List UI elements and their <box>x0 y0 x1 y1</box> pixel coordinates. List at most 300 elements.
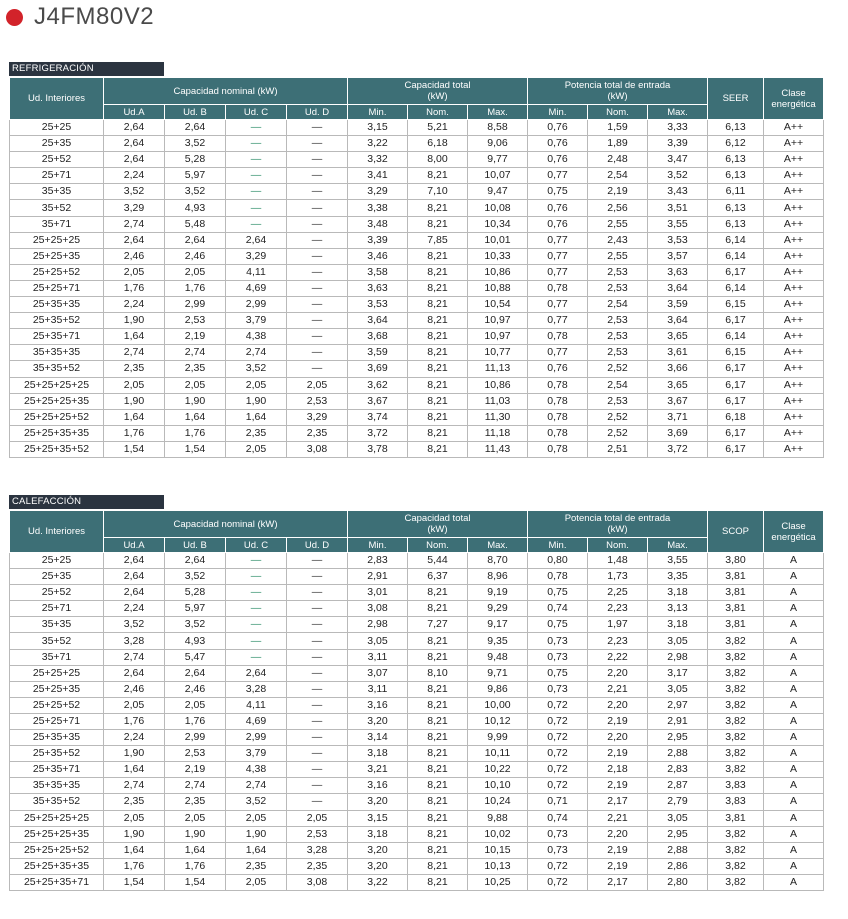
table-cell: 6,17 <box>708 313 764 329</box>
table-cell: 3,35 <box>648 569 708 585</box>
table-cell: — <box>287 746 348 762</box>
table-cell: 2,95 <box>648 730 708 746</box>
table-cell: 3,81 <box>708 569 764 585</box>
table-cell: 25+25+25 <box>10 232 104 248</box>
table-cell: 25+35 <box>10 136 104 152</box>
subheader-cell: Min. <box>528 538 588 553</box>
table-cell: 8,96 <box>468 569 528 585</box>
table-row <box>10 713 824 729</box>
table-cell: 3,82 <box>708 681 764 697</box>
table-cell: 9,17 <box>468 617 528 633</box>
table-cell: 0,76 <box>528 152 588 168</box>
table-cell: 11,43 <box>468 441 528 457</box>
table-cell: 3,52 <box>165 136 226 152</box>
table-cell: — <box>287 248 348 264</box>
table-cell: 9,77 <box>468 152 528 168</box>
table-row <box>10 842 824 858</box>
table-cell: 2,53 <box>287 826 348 842</box>
table-cell: 2,05 <box>226 874 287 890</box>
table-cell: 35+35+35 <box>10 778 104 794</box>
table-cell: 4,11 <box>226 697 287 713</box>
table-cell: 0,78 <box>528 569 588 585</box>
table-cell: 35+52 <box>10 633 104 649</box>
table-cell: 10,88 <box>468 280 528 296</box>
table-cell: 3,66 <box>648 361 708 377</box>
table-cell: 3,83 <box>708 794 764 810</box>
table-cell: — <box>287 585 348 601</box>
table-cell: 3,05 <box>648 681 708 697</box>
table-cell: 25+25+35+35 <box>10 425 104 441</box>
table-cell: 35+35+52 <box>10 361 104 377</box>
red-dot-icon <box>6 9 23 26</box>
table-cell: 25+25+25+25 <box>10 377 104 393</box>
table-cell: 3,43 <box>648 184 708 200</box>
table-cell: 2,18 <box>588 762 648 778</box>
table-cell: 5,21 <box>408 120 468 136</box>
table-cell: 1,76 <box>165 858 226 874</box>
table-cell: 2,48 <box>588 152 648 168</box>
table-cell: 2,55 <box>588 248 648 264</box>
table-cell: 3,82 <box>708 730 764 746</box>
table-cell: 2,74 <box>104 778 165 794</box>
table-cell: 0,73 <box>528 681 588 697</box>
table-cell: 6,17 <box>708 441 764 457</box>
table-cell: 2,98 <box>348 617 408 633</box>
table-cell: 25+25+35+52 <box>10 441 104 457</box>
table-cell: 25+25+35+35 <box>10 858 104 874</box>
table-cell: 3,72 <box>348 425 408 441</box>
table-cell: 8,21 <box>408 280 468 296</box>
section-label: CALEFACCIÓN <box>9 495 164 509</box>
table-cell: 0,75 <box>528 184 588 200</box>
table-cell: 3,29 <box>348 184 408 200</box>
table-cell: 10,25 <box>468 874 528 890</box>
table-cell: 10,22 <box>468 762 528 778</box>
table-cell: — <box>287 297 348 313</box>
table-cell: 2,19 <box>588 842 648 858</box>
table-cell: 8,21 <box>408 393 468 409</box>
table-cell: 6,14 <box>708 329 764 345</box>
table-cell: 8,10 <box>408 665 468 681</box>
table-row <box>10 152 824 168</box>
table-cell: 2,23 <box>588 633 648 649</box>
subheader-cell: Ud. C <box>226 538 287 553</box>
table-cell: 6,13 <box>708 152 764 168</box>
table-cell: 35+35 <box>10 184 104 200</box>
table-cell: 25+35+52 <box>10 313 104 329</box>
table-cell: 0,73 <box>528 649 588 665</box>
table-cell: 2,05 <box>226 377 287 393</box>
table-cell: 25+25+25+52 <box>10 842 104 858</box>
table-cell: — <box>287 762 348 778</box>
table-cell: — <box>226 168 287 184</box>
table-cell: 25+25 <box>10 120 104 136</box>
table-cell: 3,65 <box>648 329 708 345</box>
table-cell: 6,15 <box>708 345 764 361</box>
table-cell: 2,52 <box>588 425 648 441</box>
table-cell: 3,46 <box>348 248 408 264</box>
subheader-row <box>10 538 824 553</box>
table-cell: 1,89 <box>588 136 648 152</box>
table-cell: 2,05 <box>165 377 226 393</box>
table-cell: 2,21 <box>588 810 648 826</box>
table-cell: — <box>287 617 348 633</box>
table-cell: 2,19 <box>588 184 648 200</box>
table-cell: 3,64 <box>348 313 408 329</box>
table-cell: 3,68 <box>348 329 408 345</box>
table-cell: 0,76 <box>528 120 588 136</box>
table-cell: A++ <box>764 280 824 296</box>
table-cell: — <box>287 216 348 232</box>
table-cell: 3,61 <box>648 345 708 361</box>
table-cell: 35+35+52 <box>10 794 104 810</box>
table-row <box>10 826 824 842</box>
table-cell: 2,25 <box>588 585 648 601</box>
table-cell: 3,15 <box>348 120 408 136</box>
table-cell: 3,82 <box>708 649 764 665</box>
table-cell: 2,91 <box>348 569 408 585</box>
table-cell: 25+35+35 <box>10 730 104 746</box>
header-efficiency: SEER <box>708 78 764 120</box>
table-cell: 8,21 <box>408 168 468 184</box>
table-cell: 1,90 <box>226 393 287 409</box>
table-cell: 8,21 <box>408 345 468 361</box>
table-row <box>10 216 824 232</box>
table-cell: 0,75 <box>528 585 588 601</box>
table-cell: 8,21 <box>408 713 468 729</box>
table-cell: 25+35+71 <box>10 762 104 778</box>
table-cell: 3,41 <box>348 168 408 184</box>
table-cell: 10,08 <box>468 200 528 216</box>
header-clase-energetica: Clase energética <box>764 78 824 120</box>
table-row <box>10 184 824 200</box>
table-cell: — <box>287 713 348 729</box>
table-cell: — <box>226 200 287 216</box>
table-cell: 8,21 <box>408 697 468 713</box>
table-cell: A <box>764 665 824 681</box>
table-cell: 2,35 <box>104 361 165 377</box>
table-cell: 8,21 <box>408 585 468 601</box>
table-cell: 6,18 <box>408 136 468 152</box>
table-cell: — <box>287 553 348 569</box>
table-cell: A++ <box>764 313 824 329</box>
table-cell: 2,54 <box>588 297 648 313</box>
table-cell: A <box>764 697 824 713</box>
table-cell: 3,79 <box>226 746 287 762</box>
table-cell: 3,52 <box>104 184 165 200</box>
table-cell: 3,55 <box>648 553 708 569</box>
table-cell: 10,01 <box>468 232 528 248</box>
table-row <box>10 409 824 425</box>
table-cell: — <box>226 633 287 649</box>
subheader-cell: Ud. B <box>165 105 226 120</box>
table-cell: 10,02 <box>468 826 528 842</box>
table-cell: 1,64 <box>104 409 165 425</box>
table-cell: 8,70 <box>468 553 528 569</box>
table-cell: 8,21 <box>408 649 468 665</box>
table-cell: 3,53 <box>348 297 408 313</box>
table-cell: 2,21 <box>588 681 648 697</box>
table-cell: 2,05 <box>226 441 287 457</box>
table-cell: 9,19 <box>468 585 528 601</box>
subheader-cell: Ud. C <box>226 105 287 120</box>
table-cell: 4,69 <box>226 280 287 296</box>
table-cell: 6,13 <box>708 200 764 216</box>
table-cell: 10,07 <box>468 168 528 184</box>
table-cell: — <box>287 681 348 697</box>
table-cell: 10,00 <box>468 697 528 713</box>
table-cell: 1,64 <box>226 409 287 425</box>
table-cell: 2,35 <box>287 858 348 874</box>
table-cell: 2,53 <box>588 393 648 409</box>
table-cell: 2,64 <box>226 665 287 681</box>
table-cell: A++ <box>764 136 824 152</box>
table-cell: 8,21 <box>408 681 468 697</box>
table-cell: A <box>764 826 824 842</box>
table-cell: 2,17 <box>588 874 648 890</box>
subheader-cell: Ud.A <box>104 538 165 553</box>
table-cell: — <box>226 649 287 665</box>
table-cell: A++ <box>764 200 824 216</box>
table-cell: 2,83 <box>348 553 408 569</box>
table-cell: 3,52 <box>648 168 708 184</box>
table-cell: — <box>287 345 348 361</box>
table-cell: 2,53 <box>287 393 348 409</box>
table-cell: 1,54 <box>104 874 165 890</box>
table-cell: 9,99 <box>468 730 528 746</box>
table-cell: 1,48 <box>588 553 648 569</box>
table-cell: 2,99 <box>226 297 287 313</box>
table-cell: 3,78 <box>348 441 408 457</box>
table-cell: 3,22 <box>348 874 408 890</box>
table-cell: A++ <box>764 329 824 345</box>
table-cell: 2,19 <box>588 778 648 794</box>
table-cell: 9,47 <box>468 184 528 200</box>
table-cell: A <box>764 633 824 649</box>
table-row <box>10 585 824 601</box>
table-cell: 0,72 <box>528 858 588 874</box>
table-row <box>10 393 824 409</box>
table-cell: 3,05 <box>348 633 408 649</box>
table-cell: 3,05 <box>648 633 708 649</box>
table-cell: A++ <box>764 120 824 136</box>
table-cell: — <box>226 136 287 152</box>
table-cell: 4,93 <box>165 633 226 649</box>
table-cell: 1,76 <box>165 425 226 441</box>
table-cell: — <box>287 168 348 184</box>
table-cell: A <box>764 842 824 858</box>
table-cell: 3,52 <box>165 184 226 200</box>
table-cell: — <box>287 152 348 168</box>
table-cell: 0,71 <box>528 794 588 810</box>
table-cell: 1,54 <box>165 441 226 457</box>
table-cell: 2,74 <box>226 345 287 361</box>
table-cell: 3,18 <box>348 826 408 842</box>
table-cell: 10,12 <box>468 713 528 729</box>
table-cell: 2,24 <box>104 168 165 184</box>
table-cell: 3,82 <box>708 665 764 681</box>
subheader-cell: Min. <box>348 105 408 120</box>
table-cell: 2,53 <box>588 345 648 361</box>
table-cell: 3,67 <box>648 393 708 409</box>
table-cell: 0,72 <box>528 874 588 890</box>
table-cell: A <box>764 810 824 826</box>
table-cell: 3,81 <box>708 617 764 633</box>
table-cell: 8,21 <box>408 313 468 329</box>
table-cell: 6,15 <box>708 297 764 313</box>
table-cell: 9,88 <box>468 810 528 826</box>
table-cell: A <box>764 601 824 617</box>
table-cell: — <box>287 633 348 649</box>
table-cell: A <box>764 794 824 810</box>
table-cell: — <box>226 184 287 200</box>
table-cell: 6,14 <box>708 232 764 248</box>
table-cell: — <box>287 120 348 136</box>
table-cell: A++ <box>764 361 824 377</box>
table-cell: 8,21 <box>408 826 468 842</box>
table-row <box>10 264 824 280</box>
table-cell: — <box>287 329 348 345</box>
page-title: J4FM80V2 <box>34 3 155 30</box>
table-cell: 11,18 <box>468 425 528 441</box>
table-cell: 3,52 <box>226 794 287 810</box>
table-row <box>10 553 824 569</box>
table-cell: 11,03 <box>468 393 528 409</box>
table-row <box>10 297 824 313</box>
table-cell: 3,15 <box>348 810 408 826</box>
table-cell: 25+25+71 <box>10 713 104 729</box>
table-cell: — <box>287 649 348 665</box>
table-cell: 25+25+25+52 <box>10 409 104 425</box>
table-cell: 3,29 <box>226 248 287 264</box>
table-cell: 3,18 <box>648 617 708 633</box>
table-row <box>10 665 824 681</box>
table-cell: 9,06 <box>468 136 528 152</box>
table-cell: 2,05 <box>165 264 226 280</box>
table-cell: 0,78 <box>528 329 588 345</box>
header-efficiency: SCOP <box>708 511 764 553</box>
table-cell: 2,87 <box>648 778 708 794</box>
table-cell: 1,76 <box>104 713 165 729</box>
table-cell: 2,51 <box>588 441 648 457</box>
table-row <box>10 313 824 329</box>
table-cell: 5,28 <box>165 152 226 168</box>
table-cell: 6,13 <box>708 168 764 184</box>
table-cell: A++ <box>764 425 824 441</box>
table-cell: — <box>226 216 287 232</box>
table-cell: 2,79 <box>648 794 708 810</box>
table-cell: 3,82 <box>708 713 764 729</box>
subheader-cell: Max. <box>648 105 708 120</box>
table-cell: 3,64 <box>648 313 708 329</box>
table-cell: A++ <box>764 216 824 232</box>
table-cell: A++ <box>764 168 824 184</box>
table-cell: 2,64 <box>104 120 165 136</box>
table-cell: A++ <box>764 377 824 393</box>
table-cell: 25+25+35+71 <box>10 874 104 890</box>
table-cell: 1,76 <box>165 713 226 729</box>
table-cell: 5,44 <box>408 553 468 569</box>
table-cell: 35+52 <box>10 200 104 216</box>
table-cell: 3,32 <box>348 152 408 168</box>
table-cell: 25+35+35 <box>10 297 104 313</box>
table-cell: 8,58 <box>468 120 528 136</box>
table-cell: 0,77 <box>528 264 588 280</box>
table-cell: 0,77 <box>528 248 588 264</box>
table-row <box>10 329 824 345</box>
table-cell: 0,75 <box>528 617 588 633</box>
table-cell: 0,75 <box>528 665 588 681</box>
table-cell: 3,82 <box>708 842 764 858</box>
table-cell: A <box>764 778 824 794</box>
header-capacidad-nominal: Capacidad nominal (kW) <box>104 511 348 538</box>
table-cell: 9,35 <box>468 633 528 649</box>
table-cell: 10,13 <box>468 858 528 874</box>
table-cell: 2,17 <box>588 794 648 810</box>
table-cell: 5,97 <box>165 168 226 184</box>
table-cell: 2,64 <box>104 152 165 168</box>
table-cell: 0,78 <box>528 280 588 296</box>
table-cell: 1,64 <box>104 329 165 345</box>
table-cell: A <box>764 874 824 890</box>
table-cell: 3,64 <box>648 280 708 296</box>
table-cell: A <box>764 585 824 601</box>
table-cell: 8,21 <box>408 248 468 264</box>
table-cell: 25+35+71 <box>10 329 104 345</box>
table-cell: 8,21 <box>408 200 468 216</box>
table-cell: 8,21 <box>408 858 468 874</box>
table-cell: 8,21 <box>408 297 468 313</box>
table-cell: 2,74 <box>104 216 165 232</box>
table-cell: 2,35 <box>287 425 348 441</box>
table-cell: A++ <box>764 248 824 264</box>
table-cell: 2,99 <box>165 730 226 746</box>
table-cell: 2,53 <box>165 313 226 329</box>
table-cell: A++ <box>764 345 824 361</box>
table-cell: 2,20 <box>588 826 648 842</box>
table-cell: 2,91 <box>648 713 708 729</box>
table-cell: 2,55 <box>588 216 648 232</box>
table-cell: 2,74 <box>165 345 226 361</box>
table-cell: 3,52 <box>104 617 165 633</box>
table-cell: 2,05 <box>104 377 165 393</box>
table-cell: 35+71 <box>10 216 104 232</box>
table-cell: 6,17 <box>708 264 764 280</box>
table-cell: 4,38 <box>226 762 287 778</box>
table-row <box>10 649 824 665</box>
table-row <box>10 697 824 713</box>
subheader-cell: Nom. <box>588 538 648 553</box>
table-cell: 25+35 <box>10 569 104 585</box>
table-cell: 6,13 <box>708 216 764 232</box>
table-cell: — <box>287 264 348 280</box>
table-cell: 3,52 <box>165 617 226 633</box>
table-cell: 3,69 <box>648 425 708 441</box>
table-row <box>10 232 824 248</box>
table-cell: 2,23 <box>588 601 648 617</box>
table-cell: 2,53 <box>588 313 648 329</box>
table-cell: 8,21 <box>408 874 468 890</box>
table-cell: 8,21 <box>408 762 468 778</box>
table-cell: 0,78 <box>528 409 588 425</box>
table-cell: 25+25+25 <box>10 665 104 681</box>
table-cell: 2,46 <box>165 248 226 264</box>
table-cell: 3,22 <box>348 136 408 152</box>
table-cell: 3,39 <box>648 136 708 152</box>
table-cell: 3,11 <box>348 649 408 665</box>
table-cell: 2,05 <box>165 810 226 826</box>
table-cell: 7,27 <box>408 617 468 633</box>
